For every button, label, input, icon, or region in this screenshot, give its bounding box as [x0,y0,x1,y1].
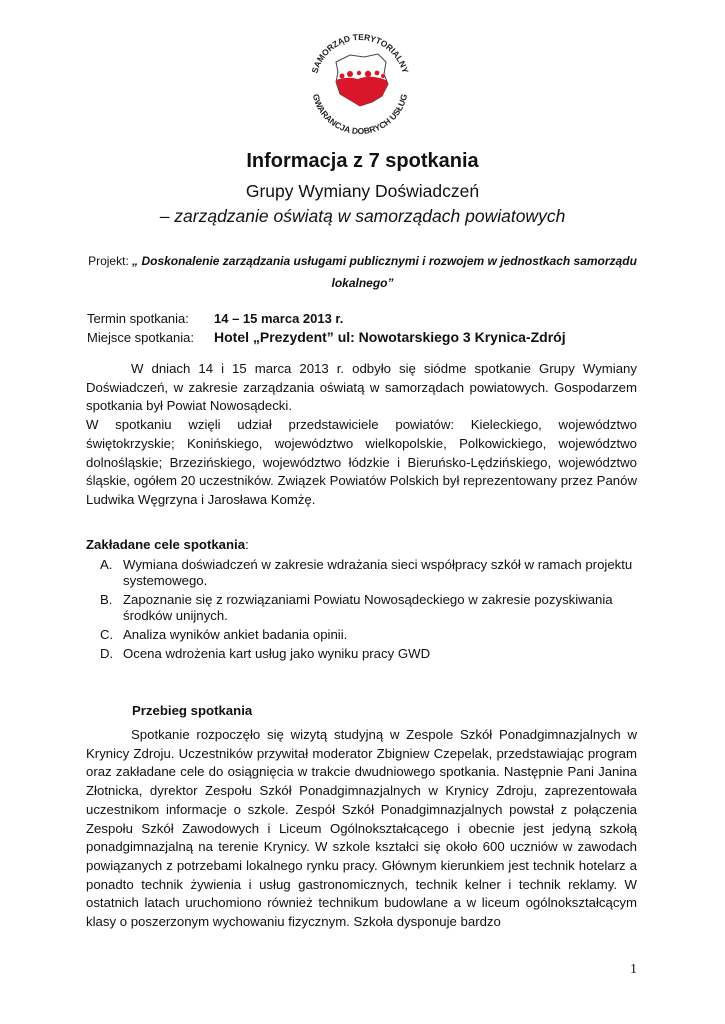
przebieg-paragraph: Spotkanie rozpoczęło się wizytą studyjną w Zespole Szkół Ponadgimnazjalnych w Krynicy Zdroju. Uczestników przywitał moderator Zbigniew Czepelak, przedstawiając program oraz zakładane cele do osiągnięcia w trakcie dwudniowego spotkania. Następnie Pani Janina Złotnicka, dyrektor Zespołu Szkół Ponadgimnazjalnych w Krynicy Zdroju, zaprezentowała uczestnikom informacje o szkole. Zespół Szkół Ponadgimnazjalnych powstał z połączenia Zespołu Szkół Zawodowych i Liceum Ogólnokształcącego i obecnie jest jedyną szkołą ponadgimnazjalną na terenie Krynicy. W szkole kształci się około 600 uczniów w zawodach powiązanych z potrzebami lokalnego rynku pracy. Głównym kierunkiem jest technik hotelarz a ponadto technik żywienia i usług gastronomicznych, technik kelner i technik reklamy. W ostatnich latach uruchomiono również technikum budowlane a w liceum ogólnokształcącym klasy o poszerzonym wychowaniu fizycznym. Szkoła dysponuje bardzo [86,727,637,930]
przebieg-heading: Przebieg spotkania [132,703,253,718]
meeting-date-label: Termin spotkania: [87,311,189,326]
list-item [86,557,637,589]
project-name: „ Doskonalenie zarządzania usługami publicznymi i rozwojem w jednostkach samorządu [132,254,637,268]
list-item-text: Analiza wyników ankiet badania opinii. [123,627,348,642]
logo-text-top: SAMORZĄD TERYTORIALNY [309,31,411,75]
goals-heading [86,537,249,552]
project-name-cont: lokalnego” [331,276,394,290]
intro-paragraph-2: W spotkaniu wzięli udział przedstawiciele powiatów: Kieleckiego, województwo świętokrzyskie; Konińskiego, województwo wielkopolskie, Polkowickiego, województwo dolnośląskie; Brzezińskiego, województwo łódzkie i Bieruńsko-Lędzińskiego, województwo śląskie, ogółem 20 uczestników. Związek Powiatów Polskich był reprezentowany przez Panów Ludwika Węgrzyna i Jarosława Komżę. [86,417,637,507]
samorzad-logo-graphic [298,22,422,140]
poland-map-icon [336,54,388,106]
meeting-place-label: Miejsce spotkania: [87,330,194,345]
list-marker: C. [100,627,114,642]
list-item-text: Zapoznanie się z rozwiązaniami Powiatu Nowosądeckiego w zakresie pozyskiwania środków unijnych. [123,592,613,623]
intro-section [86,360,637,510]
samorzad-logo [298,22,422,140]
page-number: 1 [630,962,637,977]
project-prefix: Projekt: [88,254,133,268]
przebieg-section [86,726,637,932]
goals-heading-text: Zakładane cele spotkania [86,537,246,552]
list-item [86,592,637,624]
logo-text-bottom: GWARANCJA DOBRYCH USŁUG [310,92,410,137]
meeting-date-value: 14 – 15 marca 2013 r. [214,311,344,326]
project-line-2 [0,276,725,290]
list-marker: A. [100,557,113,572]
goals-list [86,557,637,665]
list-marker: D. [100,646,114,661]
meeting-place-value: Hotel „Prezydent” ul: Nowotarskiego 3 Krynica-Zdrój [214,329,566,345]
intro-paragraph-1: W dniach 14 i 15 marca 2013 r. odbyło się siódme spotkanie Grupy Wymiany Doświadczeń, w zakresie zarządzania oświatą w samorządach powiatowych. Gospodarzem spotkania był Powiat Nowosądecki. [86,361,637,414]
list-item-text: Wymiana doświadczeń w zakresie wdrażania sieci współpracy szkół w ramach projektu systemowego. [123,557,633,588]
document-title: Informacja z 7 spotkania [246,150,479,172]
goals-heading-colon: : [245,537,249,552]
list-item-text: Ocena wdrożenia kart usług jako wyniku pracy GWD [123,646,431,661]
project-line-1 [0,254,725,268]
list-item [86,627,637,643]
document-subtitle: Grupy Wymiany Doświadczeń [245,181,480,201]
list-marker: B. [100,592,113,607]
document-subtitle-2: – zarządzanie oświatą w samorządach powiatowych [159,206,566,226]
list-item [86,646,637,662]
